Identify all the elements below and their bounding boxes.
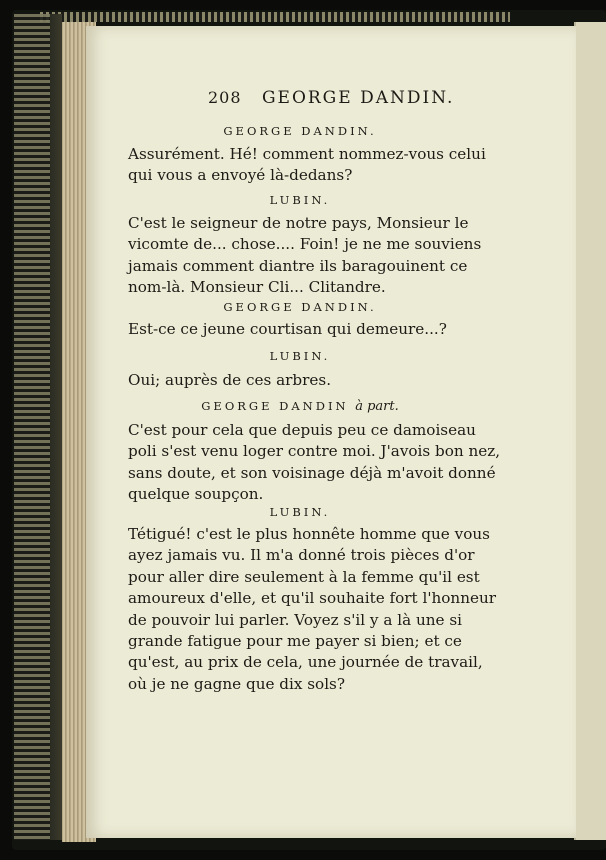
book-spine: [14, 14, 50, 840]
speech-line: Assurément. Hé! comment nommez-vous celui: [128, 145, 486, 163]
speech-line: Oui; auprès de ces arbres.: [128, 371, 332, 389]
speech-line: quelque soupçon.: [128, 485, 264, 504]
running-title: GEORGE DANDIN.: [261, 88, 455, 108]
speaker-name: LUBIN.: [269, 349, 331, 363]
spine-edge: [50, 14, 62, 840]
speech: [128, 370, 472, 391]
speech-line: de pouvoir lui parler. Voyez s'il y a là une si: [128, 610, 462, 629]
speaker-name: LUBIN.: [269, 193, 331, 207]
speech-line: ayez jamais vu. Il m'a donné trois pièces d'or: [128, 546, 475, 565]
stage-direction: à part.: [355, 399, 399, 414]
speaker-name: LUBIN.: [269, 505, 331, 519]
speech: [128, 213, 482, 299]
speech-line: Tétigué! c'est le plus honnête homme que vous: [128, 525, 490, 543]
page-number: 208: [208, 88, 242, 107]
speech-line: qu'est, au prix de cela, une journée de travail,: [128, 653, 483, 672]
speech-line: qui vous a envoyé là-dedans?: [128, 166, 353, 185]
speech-line: grande fatigue pour me payer si bien; et ce: [128, 632, 462, 651]
speech-line: vicomte de... chose.... Foin! je ne me souviens: [128, 235, 482, 254]
speech-line: nom-là. Monsieur Cli... Clitandre.: [128, 278, 386, 297]
speech-line: poli s'est venu loger contre moi. J'avois bon nez,: [128, 442, 501, 461]
speech: [128, 524, 497, 695]
speech: [128, 144, 486, 187]
speaker-name: [128, 399, 472, 414]
speaker-name: GEORGE DANDIN.: [223, 300, 377, 314]
running-header: [208, 88, 478, 108]
speech-line: pour aller dire seulement à la femme qu'il est: [128, 567, 480, 586]
speech-line: C'est le seigneur de notre pays, Monsieur le: [128, 214, 469, 232]
speech: [128, 319, 472, 340]
speech-line: amoureux d'elle, et qu'il souhaite fort l'honneur: [128, 589, 497, 608]
cover-decorative-border: [40, 12, 510, 22]
speech: [128, 420, 501, 506]
speech-line: Est-ce ce jeune courtisan qui demeure...?: [128, 320, 447, 338]
speaker-label: GEORGE DANDIN: [201, 399, 349, 413]
facing-page: [574, 22, 606, 840]
speech-line: sans doute, et son voisinage déjà m'avoit donné: [128, 463, 496, 482]
speech-line: C'est pour cela que depuis peu ce damoiseau: [128, 421, 476, 439]
speaker-name: GEORGE DANDIN.: [223, 124, 377, 138]
speech-line: jamais comment diantre ils baragouinent ce: [128, 256, 468, 275]
speech-line: où je ne gagne que dix sols?: [128, 674, 345, 693]
